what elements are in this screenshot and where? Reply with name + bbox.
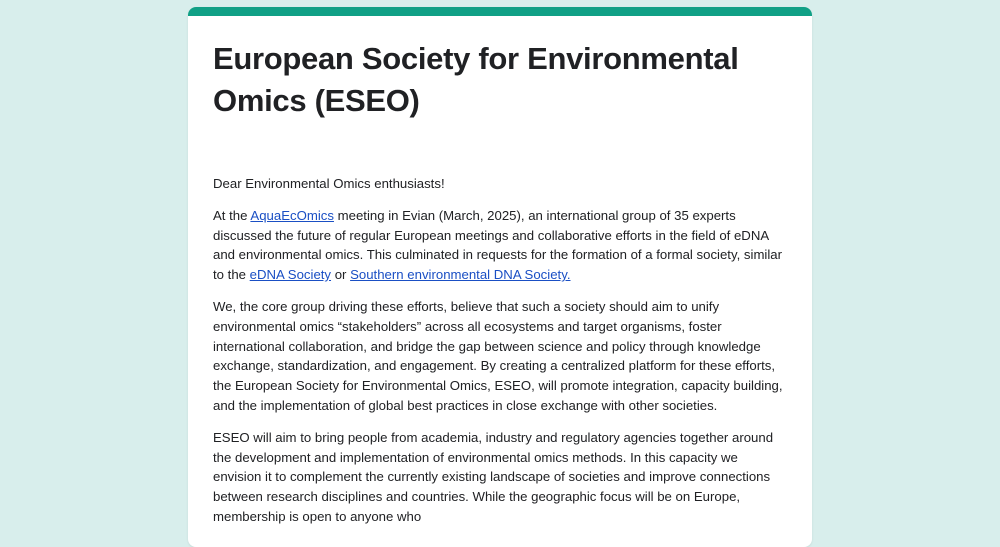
intro-paragraph (213, 206, 787, 285)
intro-text-2: meeting in Evian (March, 2025), an international group of 35 experts discussed the future of regular European meetings and collaborative efforts in the field of eDNA and environmental omics. This culminated in requests for the formation of a formal society, similar to the (213, 207, 783, 283)
greeting-paragraph: Dear Environmental Omics enthusiasts! (213, 176, 445, 191)
form-content (188, 16, 812, 527)
aquaecomics-link[interactable]: AquaEcOmics (250, 207, 334, 223)
form-title: European Society for Environmental Omics (ESEO) (213, 41, 739, 118)
form-description (213, 174, 787, 527)
form-accent-bar (188, 7, 812, 16)
intro-text-3: or (331, 267, 351, 283)
form-card (188, 7, 812, 547)
scope-paragraph: ESEO will aim to bring people from academia, industry and regulatory agencies together around the development and implementation of environmental omics methods. In this capacity we envision it to complement the currently existing landscape of societies and improve connections between research disciplines and countries. While the geographic focus will be on Europe, membership is open to anyone who (213, 429, 774, 524)
edna-society-link[interactable]: eDNA Society (249, 267, 332, 283)
mission-paragraph: We, the core group driving these efforts, believe that such a society should aim to unify environmental omics “stakeholders” across all ecosystems and target organisms, foster international collaboration, and bridge the gap between science and policy through knowledge exchange, standardization, and engagement. By creating a centralized platform for these efforts, the European Society for Environmental Omics, ESEO, will promote integration, capacity building, and the implementation of global best practices in close exchange with other societies. (213, 298, 783, 413)
intro-text-1: At the (213, 207, 251, 223)
southern-edna-society-link[interactable]: Southern environmental DNA Society. (350, 267, 571, 283)
